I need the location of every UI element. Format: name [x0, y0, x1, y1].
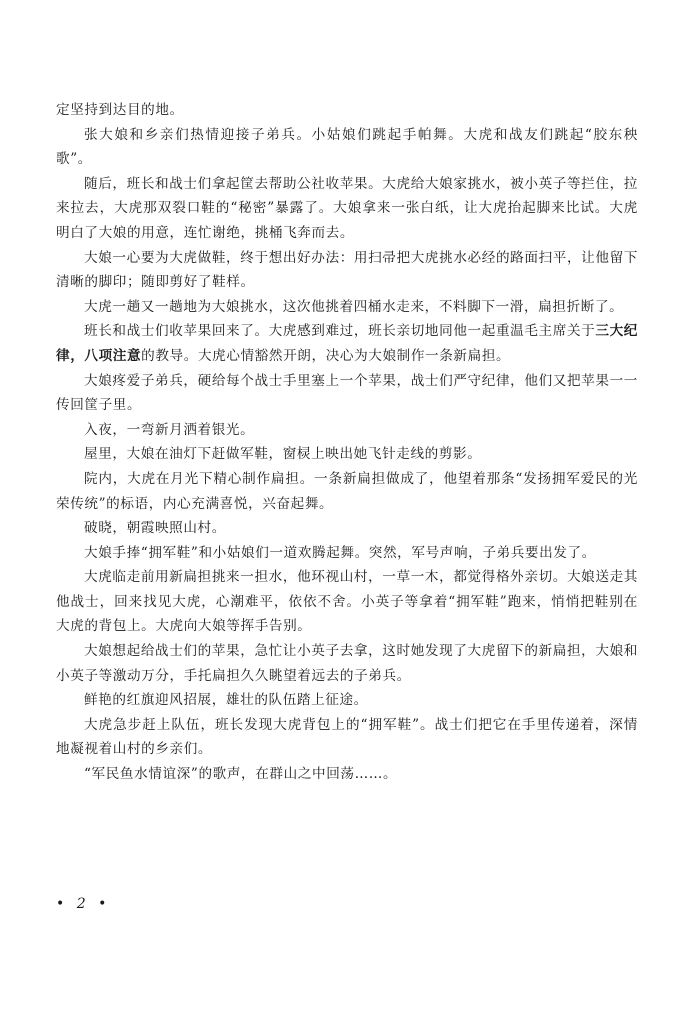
paragraph-text: 屋里，大娘在油灯下赶做军鞋，窗棂上映出她飞针走线的剪影。 — [84, 446, 482, 463]
paragraph-text: 入夜，一弯新月洒着银光。 — [84, 421, 255, 438]
paragraph — [56, 516, 638, 541]
paragraph — [56, 319, 638, 368]
paragraph — [56, 418, 638, 443]
paragraph-text: 的教导。大虎心情豁然开朗，决心为大娘制作一条新扁担。 — [141, 347, 511, 364]
paragraph-text: 定坚持到达目的地。 — [56, 102, 184, 118]
paragraph-text: 大虎一趟又一趟地为大娘挑水，这次他挑着四桶水走来，不料脚下一滑，扁担折断了。 — [84, 298, 624, 315]
paragraph — [56, 246, 638, 295]
paragraph-text: 随后，班长和战士们拿起筐去帮助公社收苹果。大虎给大娘家挑水，被小英子等拦住，拉来拉去，大虎那双裂口鞋的“秘密”暴露了。大娘拿来一张白纸，让大虎抬起脚来比试。大虎明白了大娘的用意，连忙谢绝，挑桶飞奔而去。 — [56, 175, 638, 241]
paragraph — [56, 123, 638, 172]
paragraph-text: “军民鱼水情谊深”的歌声，在群山之中回荡……。 — [84, 766, 398, 783]
paragraph-text: 大娘想起给战士们的苹果，急忙让小英子去拿，这时她发现了大虎留下的新扁担，大娘和小英子等激动万分，手托扁担久久眺望着远去的子弟兵。 — [56, 643, 638, 684]
paragraph-text: 大娘手捧“拥军鞋”和小姑娘们一道欢腾起舞。突然，军号声响，子弟兵要出发了。 — [84, 544, 596, 561]
paragraph — [56, 541, 638, 566]
page-number: • 2 • — [56, 896, 111, 912]
paragraph — [56, 295, 638, 320]
paragraph — [56, 565, 638, 639]
paragraph — [56, 98, 638, 123]
paragraph-text: 院内，大虎在月光下精心制作扁担。一条新扁担做成了，他望着那条“发扬拥军爱民的光荣传统”的标语，内心充满喜悦，兴奋起舞。 — [56, 470, 638, 512]
paragraph — [56, 762, 638, 787]
paragraph-text: 张大娘和乡亲们热情迎接子弟兵。小姑娘们跳起手帕舞。大虎和战友们跳起“胶东秧歌”。 — [56, 126, 638, 168]
paragraph-text: 班长和战士们收苹果回来了。大虎感到难过，班长亲切地同他一起重温毛主席关于 — [84, 323, 596, 340]
paragraph-text: 大虎急步赶上队伍，班长发现大虎背包上的“拥军鞋”。战士们把它在手里传递着，深情地凝视着山村的乡亲们。 — [56, 716, 638, 758]
paragraph-text: 大娘疼爱子弟兵，硬给每个战士手里塞上一个苹果，战士们严守纪律，他们又把苹果一一传回筐子里。 — [56, 372, 638, 414]
paragraph — [56, 688, 638, 713]
paragraph — [56, 369, 638, 418]
paragraph-text: 大娘一心要为大虎做鞋，终于想出好办法：用扫帚把大虎挑水必经的路面扫平，让他留下清晰的脚印；随即剪好了鞋样。 — [56, 249, 638, 291]
paragraph — [56, 713, 638, 762]
paragraph-text: 破晓，朝霞映照山村。 — [84, 520, 226, 537]
paragraph-text: 鲜艳的红旗迎风招展，雄壮的队伍踏上征途。 — [84, 692, 368, 709]
paragraph — [56, 467, 638, 516]
paragraph-text: 大虎临走前用新扁担挑来一担水，他环视山村，一草一木，都觉得格外亲切。大娘送走其他战士，回来找见大虎，心潮难平，依依不舍。小英子等拿着“拥军鞋”跑来，悄悄把鞋别在大虎的背包上。大虎向大娘等挥手告别。 — [56, 569, 638, 635]
paragraph — [56, 639, 638, 688]
paragraph — [56, 172, 638, 246]
paragraph — [56, 442, 638, 467]
body-text — [56, 98, 638, 787]
emphasized-text: 三大纪律，八项注意 — [56, 323, 638, 364]
